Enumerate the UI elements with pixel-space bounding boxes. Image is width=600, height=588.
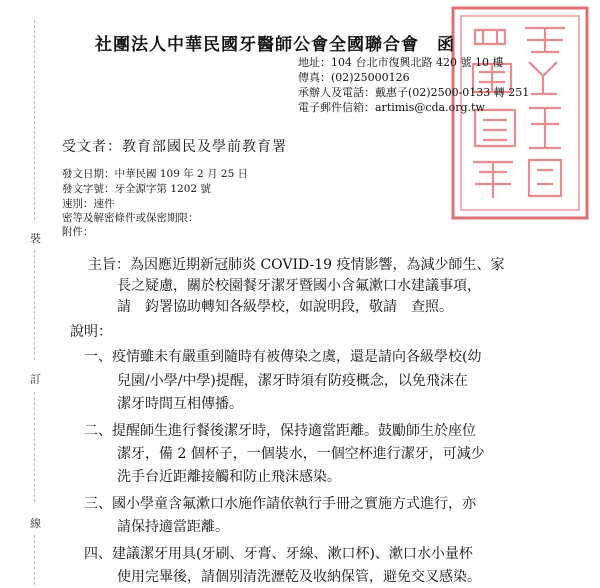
binding-dash-line <box>34 392 36 502</box>
security-level: 密等及解密條件或保密期限： <box>62 212 199 224</box>
explanation-item-line: 二、提醒師生進行餐後潔牙時，保持適當距離。鼓勵師生於座位 <box>84 423 476 439</box>
letterhead-title: 社團法人中華民國牙醫師公會全國聯合會 函 <box>95 35 455 55</box>
issue-date: 發文日期：中華民國 109 年 2 月 25 日 <box>62 168 249 180</box>
explanation-item-line: 三、國小學童含氟漱口水施作請依執行手冊之實施方式進行，亦 <box>84 496 476 512</box>
address-line: 地址：104 台北市復興北路 420 號 10 樓 <box>298 56 504 69</box>
binding-mark: 訂 <box>30 373 41 386</box>
contact-line: 承辦人及電話：戴惠子(02)2500-0133 轉 251 <box>298 86 530 99</box>
explanation-item-line: 潔牙時間互相傳播。 <box>117 396 243 412</box>
explanation-item-line: 使用完畢後，請個別清洗瀝乾及收納保管，避免交叉感染。 <box>117 569 481 585</box>
explanation-item-line: 洗手台近距離接觸和防止飛沫感染。 <box>117 469 341 485</box>
subject-line: 主旨：為因應近期新冠肺炎 COVID-19 疫情影響，為減少師生、家 <box>88 257 505 273</box>
subject-line: 請 鈞署協助轉知各級學校，如說明段，敬請 查照。 <box>117 299 453 315</box>
binding-dash-line <box>34 20 36 220</box>
explanation-item-line: 一、疫情雖未有嚴重到隨時有被傳染之虞，還是請向各級學校(幼 <box>84 349 482 365</box>
binding-dash-line <box>34 250 36 360</box>
document-number: 發文字號：牙全源字第 1202 號 <box>62 183 211 195</box>
binding-dash-line <box>34 535 36 585</box>
explanation-item-line: 請保持適當距離。 <box>117 519 229 535</box>
explanation-item-line: 四、建議潔牙用具(牙刷、牙膏、牙線、漱口杯)、漱口水小量杯 <box>84 546 473 562</box>
subject-line: 長之疑慮，關於校園餐牙潔牙暨國小含氟漱口水建議事項， <box>117 278 481 294</box>
explanation-label: 說明： <box>70 324 112 340</box>
fax-line: 傳真：(02)25000126 <box>298 71 410 84</box>
delivery-speed: 速別：速件 <box>62 198 115 210</box>
attachment-line: 附件： <box>62 226 94 238</box>
binding-mark: 線 <box>30 517 41 530</box>
recipient-line: 受文者：教育部國民及學前教育署 <box>62 139 287 155</box>
binding-mark: 裝 <box>30 232 41 245</box>
email-line: 電子郵件信箱：artimis@cda.org.tw <box>298 101 485 114</box>
explanation-item-line: 潔牙，備 2 個杯子，一個裝水，一個空杯進行潔牙，可減少 <box>117 446 485 462</box>
explanation-item-line: 兒園/小學/中學)提醒，潔牙時須有防疫概念，以免飛沫在 <box>117 373 468 389</box>
